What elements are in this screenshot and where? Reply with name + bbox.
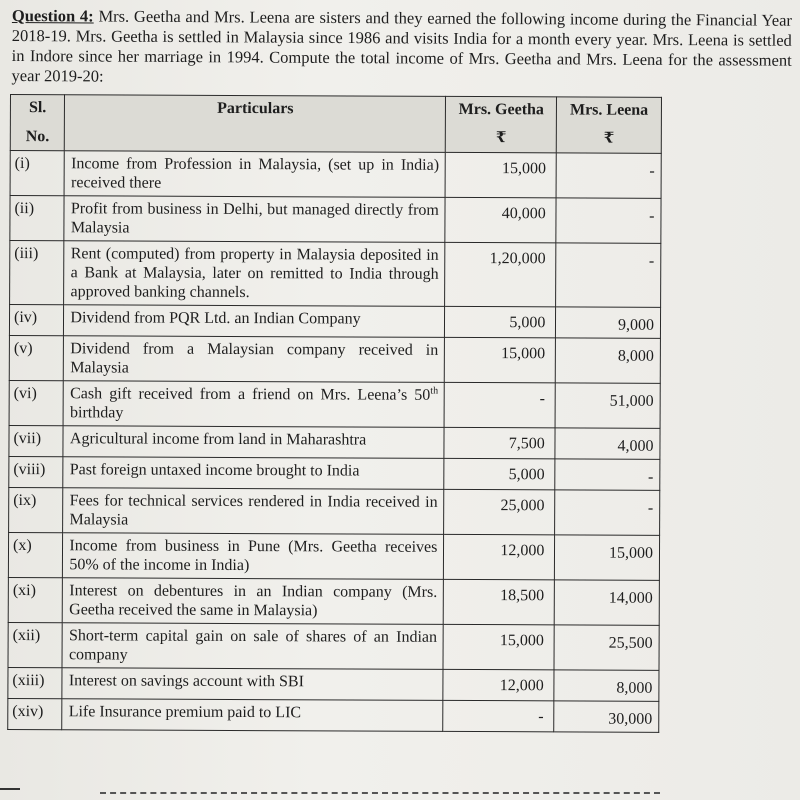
row-leena-amount: - [556, 153, 661, 198]
row-particular: Fees for technical services rendered in India received in Malaysia [63, 488, 444, 535]
footer-rule-left [0, 788, 20, 790]
row-particular: Life Insurance premium paid to LIC [62, 699, 443, 732]
row-leena-amount: 30,000 [554, 701, 659, 732]
header-no: No. [25, 128, 50, 146]
row-sl: (ix) [9, 487, 64, 532]
row-particular [63, 381, 444, 428]
header-leena [557, 97, 662, 153]
row-sl: (x) [8, 532, 63, 577]
row-leena-amount: 15,000 [555, 535, 660, 580]
row-geetha-amount: - [444, 382, 555, 427]
row-leena-amount: 25,500 [554, 625, 659, 670]
row-sl: (i) [10, 151, 65, 196]
row-geetha-amount: - [443, 700, 554, 731]
table-row [8, 667, 659, 701]
row-geetha-amount: 15,000 [443, 624, 554, 669]
row-leena-amount: 14,000 [555, 580, 660, 625]
row-leena-amount: 8,000 [556, 338, 661, 383]
table-row [9, 335, 660, 383]
header-sl: Sl. [28, 99, 47, 117]
row-sl: (vii) [9, 425, 64, 456]
row-geetha-amount: 5,000 [445, 306, 556, 337]
row-geetha-amount: 5,000 [444, 458, 555, 489]
row-leena-amount: - [556, 198, 661, 243]
row-sl: (xi) [8, 577, 63, 622]
row-leena-amount: 51,000 [555, 383, 660, 428]
row-particular: Short-term capital gain on sale of shares of an Indian company [62, 623, 443, 670]
row-particular: Profit from business in Delhi, but managed directly from Malaysia [64, 196, 445, 243]
row-sl: (ii) [10, 196, 65, 241]
table-row [9, 456, 660, 490]
table-row [8, 698, 659, 732]
question-paragraph [12, 6, 792, 91]
header-particulars: Particulars [65, 95, 446, 153]
row-particular-text-end: birthday [69, 404, 124, 422]
table-row [8, 622, 659, 670]
rupee-symbol-geetha: ₹ [495, 130, 507, 147]
row-sl: (xii) [8, 622, 63, 667]
table-row [10, 196, 661, 244]
row-particular: Agricultural income from land in Maharashtra [63, 426, 444, 459]
row-leena-amount: 4,000 [555, 428, 660, 459]
table-row [9, 487, 660, 535]
row-sl: (xiii) [8, 667, 63, 698]
row-sl: (iv) [9, 305, 64, 336]
row-particular: Interest on savings account with SBI [62, 668, 443, 701]
row-particular: Interest on debentures in an Indian company (Mrs. Geetha received the same in Malaysia) [63, 578, 444, 625]
row-geetha-amount: 15,000 [445, 152, 556, 197]
row-leena-amount: - [555, 459, 660, 490]
row-geetha-amount: 12,000 [443, 669, 554, 700]
table-row [10, 241, 661, 308]
row-sl: (viii) [9, 456, 64, 487]
rupee-symbol-leena: ₹ [603, 130, 615, 147]
header-sl-no [10, 95, 65, 151]
table-row [8, 577, 659, 625]
row-leena-amount: 9,000 [556, 307, 661, 338]
header-geetha [446, 96, 557, 152]
row-particular: Dividend from a Malaysian company received in Malaysia [64, 336, 445, 383]
row-particular: Rent (computed) from property in Malaysia deposited in a Bank at Malaysia, later on remitted to India through approved banking channels. [64, 241, 445, 307]
header-leena-label: Mrs. Leena [569, 101, 649, 119]
row-geetha-amount: 25,000 [444, 489, 555, 534]
row-particular: Past foreign untaxed income brought to India [63, 457, 444, 490]
row-leena-amount: - [556, 243, 661, 307]
table-header-row [10, 95, 661, 154]
row-sl: (xiv) [8, 698, 63, 729]
row-sl: (iii) [10, 241, 65, 305]
table-row [10, 151, 661, 199]
table-row [9, 380, 660, 428]
footer-rule [100, 792, 660, 794]
row-geetha-amount: 18,500 [444, 579, 555, 624]
row-geetha-amount: 12,000 [444, 534, 555, 579]
row-particular: Dividend from PQR Ltd. an Indian Company [64, 305, 445, 338]
row-particular: Income from Profession in Malaysia, (set up in India) received there [64, 151, 445, 198]
header-geetha-label: Mrs. Geetha [458, 100, 544, 119]
question-label: Question 4: [11, 6, 94, 26]
row-particular: Income from business in Pune (Mrs. Geetha receives 50% of the income in India) [63, 533, 444, 580]
income-table [7, 94, 662, 733]
row-geetha-amount: 15,000 [445, 337, 556, 382]
question-text: Mrs. Geetha and Mrs. Leena are sisters and they earned the following income during the Financial Year 2018-19. Mrs. Geetha is settled in Malaysia since 1986 and visits India for a month every year. Mrs. Leena is settled in Indore since her marriage in 1994. Compute the total income of Mrs. Geetha and Mrs. Leena for the assessment year 2019-20: [11, 6, 792, 86]
row-sl: (v) [9, 335, 64, 380]
table-row [9, 425, 660, 459]
row-geetha-amount: 1,20,000 [445, 242, 556, 306]
row-sl: (vi) [9, 380, 64, 425]
row-geetha-amount: 7,500 [444, 427, 555, 458]
row-leena-amount: - [555, 490, 660, 535]
row-leena-amount: 8,000 [554, 670, 659, 701]
ordinal-superscript: th [430, 385, 439, 397]
table-row [8, 532, 659, 580]
row-geetha-amount: 40,000 [445, 197, 556, 242]
row-particular-text: Cash gift received from a friend on Mrs. Leena’s 50 [70, 385, 431, 404]
table-row [9, 305, 660, 339]
